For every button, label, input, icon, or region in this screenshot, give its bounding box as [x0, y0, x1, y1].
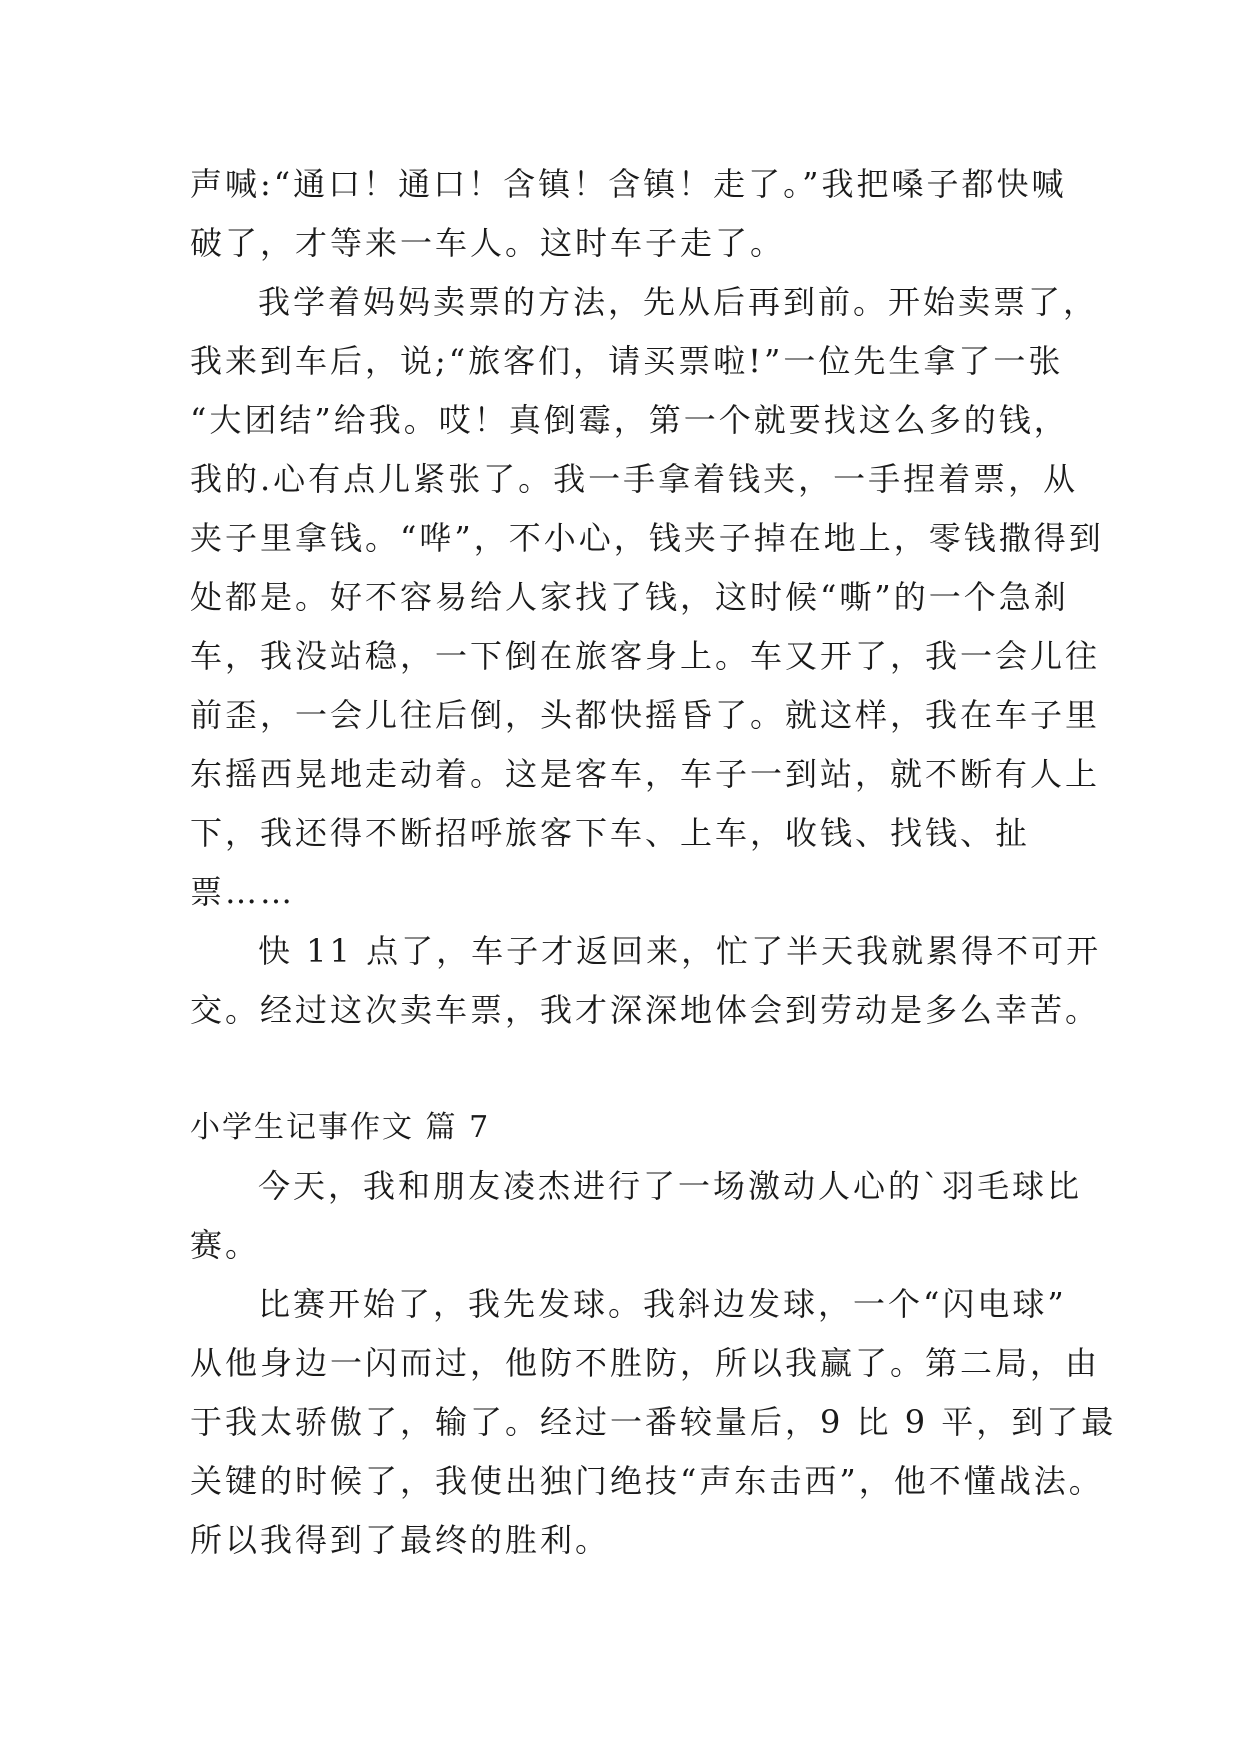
paragraph-conclusion: [190, 922, 1102, 1040]
text-line: 快 11 点了，车子才返回来，忙了半天我就累得不可开: [258, 932, 1102, 970]
text-line: 声喊:“通口！通口！含镇！含镇！走了。”我把嗓子都快喊: [190, 165, 1067, 203]
paragraph-intro: [190, 1157, 1083, 1275]
text-line: 车，我没站稳，一下倒在旅客身上。车又开了，我一会儿往: [190, 637, 1101, 675]
paragraph-continued: [190, 155, 1067, 273]
text-line: 下，我还得不断招呼旅客下车、上车，收钱、找钱、扯: [190, 814, 1031, 852]
text-line: 东摇西晃地走动着。这是客车，车子一到站，就不断有人上: [190, 755, 1101, 793]
text-line: 于我太骄傲了，输了。经过一番较量后，9 比 9 平，到了最: [190, 1403, 1117, 1441]
paragraph-selling-tickets: [190, 273, 1104, 922]
text-line: 所以我得到了最终的胜利。: [190, 1521, 611, 1559]
section-spacer: [190, 1040, 1060, 1098]
text-line: “大团结”给我。哎！真倒霉，第一个就要找这么多的钱，: [190, 401, 1069, 439]
text-line: 关键的时候了，我使出独门绝技“声东击西”，他不懂战法。: [190, 1462, 1104, 1500]
text-line: 比赛开始了，我先发球。我斜边发球，一个“闪电球”: [258, 1285, 1067, 1323]
paragraph-match: [190, 1275, 1117, 1570]
text-line: 破了，才等来一车人。这时车子走了。: [190, 224, 786, 262]
text-line: 我的.心有点儿紧张了。我一手拿着钱夹，一手捏着票，从: [190, 460, 1079, 498]
text-line: 前歪，一会儿往后倒，头都快摇昏了。就这样，我在车子里: [190, 696, 1101, 734]
text-line: 从他身边一闪而过，他防不胜防，所以我赢了。第二局，由: [190, 1344, 1101, 1382]
text-line: 票……: [190, 873, 296, 911]
text-line: 今天，我和朋友凌杰进行了一场激动人心的`羽毛球比: [258, 1167, 1083, 1205]
text-line: 我学着妈妈卖票的方法，先从后再到前。开始卖票了，: [258, 283, 1099, 321]
document-body: [190, 155, 1117, 1570]
text-line: 交。经过这次卖车票，我才深深地体会到劳动是多么幸苦。: [190, 991, 1101, 1029]
section-heading: 小学生记事作文 篇 7: [190, 1110, 491, 1145]
text-line: 处都是。好不容易给人家找了钱，这时候“嘶”的一个急刹: [190, 578, 1069, 616]
text-line: 我来到车后，说;“旅客们，请买票啦!”一位先生拿了一张: [190, 342, 1064, 380]
text-line: 赛。: [190, 1226, 261, 1264]
text-line: 夹子里拿钱。“哗”，不小心，钱夹子掉在地上，零钱撒得到: [190, 519, 1104, 557]
